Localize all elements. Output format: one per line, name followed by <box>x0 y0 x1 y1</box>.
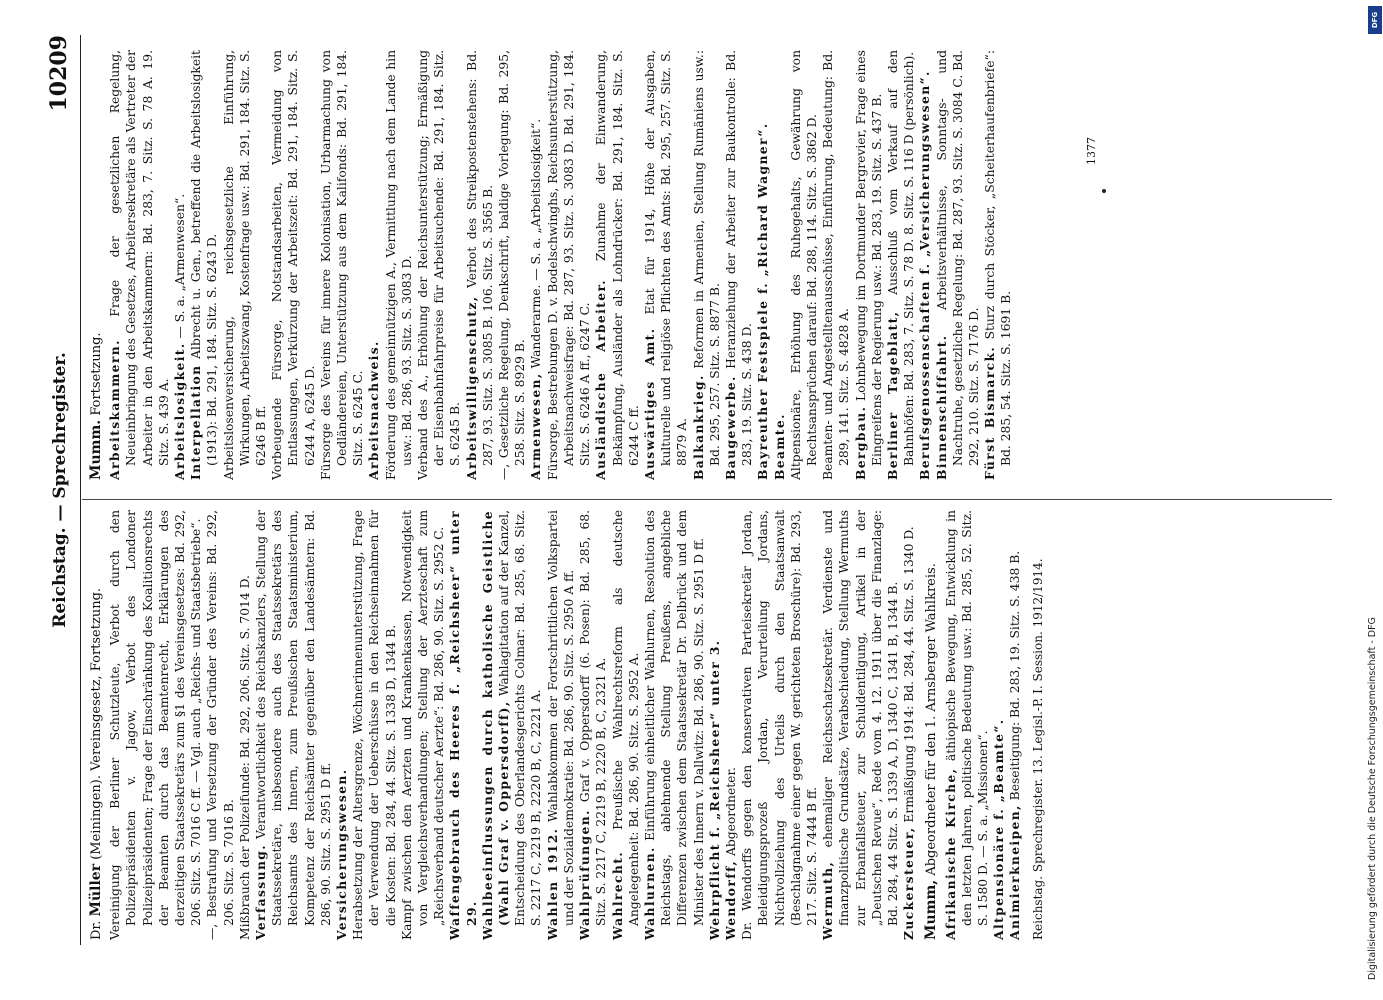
entry-keyword: Versicherungswesen. <box>334 768 350 940</box>
ink-dot <box>1102 189 1106 193</box>
heading-name: Müller <box>88 863 104 917</box>
register-entry <box>447 510 479 940</box>
register-entry <box>943 510 992 940</box>
register-entry <box>642 510 707 940</box>
left-entries <box>107 510 917 940</box>
mumm-heading: Mumm, Abgeordneter für den 1. Arnsberger Wahlkreis. <box>923 563 940 940</box>
register-entry <box>172 50 188 480</box>
entry-keyword: Ausländische Arbeiter. <box>593 279 609 480</box>
entry-text: Einführung einheitlicher Wahlurnen, Resolution des Reichstags, ablehnende Stellung Preußens, angebliche Differenzen zwischen dem Staatssekretär Dr. Delbrück und dem Minister des Innern v. Dallwitz: Bd. 286, 90. Sitz. S. 2951 D ff. <box>642 510 706 926</box>
register-entry <box>755 50 771 480</box>
register-entry <box>480 510 545 940</box>
entry-keyword: Wehrpflicht f. „Reichsheer“ unter 3. <box>706 639 722 940</box>
entry-text: Dr. Wendorffs gegen den konservativen Parteisekretär Jordan, Beleidigungsprozeß Jordan, Verurteilung Jordans, Nichtvollziehung des Urteils durch den Staatsanwalt (Beschlagnahme einer gegen W. gerichteten Broschüre): Bd. 293, 217. Sitz. S. 7444 B ff. <box>740 510 819 940</box>
entry-text: Graf v. Oppersdorff (6. Posen): Bd. 285, 68. Sitz. S. 2217 C, 2219 B, 2220 B, C, 2321 A. <box>578 510 609 926</box>
running-title: Reichstag. — Sprechregister. <box>50 352 70 628</box>
sheet-number: 1377 <box>1085 137 1098 165</box>
entry-keyword: Wahlbeeinflussungen durch katholische Geistliche (Wahl Graf v. Oppersdorff), <box>479 510 512 940</box>
register-entry <box>723 510 739 940</box>
entry-text: Wanderarme. — S. a. „Arbeitslosigkeit“. <box>529 118 544 369</box>
register-entry <box>496 50 528 480</box>
entry-text: Preußische Wahlrechtsreform als deutsche Angelegenheit: Bd. 286, 90. Sitz. S. 2952 A. <box>610 510 641 926</box>
entry-text: Lohnbewegung im Dortmunder Bergrevier, Frage eines Eingreifens der Regierung usw.: Bd. 283, 19. Sitz. S. 437 B. <box>853 50 884 466</box>
entry-text: Zunahme der Einwanderung, Bekämpfung, Ausländer als Lohndrücker: Bd. 291, 184. Sitz. S. 6244 C ff. <box>594 50 641 466</box>
entry-keyword: Arbeitslosigkeit. <box>172 342 188 480</box>
header-rule <box>80 35 81 945</box>
register-entry <box>723 50 755 480</box>
entry-text: Herabsetzung der Altersgrenze, Wöchnerinnenunterstützung, Frage der Verwendung der Ueberschüsse in den Reichseinnahmen für die Kosten: Bd. 284, 44. Sitz. S. 1338 D, 1344 B. <box>351 510 398 940</box>
left-column <box>88 510 1046 940</box>
right-column <box>88 50 1015 480</box>
mumm-entries <box>943 510 1024 940</box>
entry-text: Altpensionäre, Erhöhung des Ruhegehalts, Gewährung von Rechtsansprüchen darauf: Bd. 288, 114. Sitz. S. 3862 D. <box>788 50 819 480</box>
entry-keyword: Arbeitswilligenschutz, <box>463 295 479 480</box>
register-entry <box>350 510 399 940</box>
register-entry <box>982 50 1014 480</box>
register-entry <box>188 50 220 480</box>
entry-text: — S. a. „Armenwesen“. <box>173 193 188 339</box>
register-entry <box>739 510 820 940</box>
entry-keyword: Berliner Tageblatt, <box>884 310 900 480</box>
column-divider <box>82 499 1332 500</box>
entry-text: Etat für 1914, Höhe der Ausgaben, kulturelle und religiöse Pflichten des Amts: Bd. 295, 257. Sitz. S. 8879 A. <box>642 50 690 466</box>
entry-keyword: Interpellation <box>188 364 204 480</box>
entry-text: Fürsorge, Bestrebungen D. v. Bodelschwinghs, Reichsunterstützung, Arbeitsnachweisfrage: Bd. 287, 93. Sitz. S. 3083 D. Bd. 291, 184. Sitz. S. 6246 A ff., 6247 C. <box>545 50 593 480</box>
entry-keyword: Verfassung. <box>253 844 269 940</box>
entry-text: Förderung des gemeinnützigen A., Vermittlung nach dem Lande hin usw.: Bd. 286, 93. Sitz. S. 3083 D. <box>383 50 414 480</box>
register-entry <box>334 510 350 940</box>
entry-keyword: Berufsgenossenschaften f. „Versicherungswesen“. <box>917 70 933 480</box>
register-entry <box>204 510 236 940</box>
entry-text: Verbot des Streikpostenstehens: Bd. 287, 93. Sitz. S. 3085 B. 106. Sitz. S. 3565 B. <box>464 50 495 466</box>
entry-keyword: Baugewerbe. <box>722 375 738 480</box>
entry-text: Arbeitsverhältnisse, Sonntags- und Nachtruhe, gesetzliche Regelung: Bd. 287, 93. Sitz. S. 3084 C. Bd. 292, 210. Sitz. S. 7176 D. <box>934 50 981 466</box>
register-entry <box>366 50 382 480</box>
entry-keyword: Balkankrieg. <box>690 374 706 480</box>
entry-text: Beamten- und Angestelltenausschüsse, Einführung, Bedeutung: Bd. 289, 141. Sitz. S. 4828 A. <box>821 50 852 480</box>
entry-text: Beseitigung: Bd. 283, 19. Sitz. S. 438 B. <box>1008 550 1023 801</box>
entry-keyword: Wahlen 1912. <box>544 827 560 940</box>
register-entry <box>545 50 594 480</box>
entry-keyword: Beamte. <box>771 413 787 480</box>
register-entry <box>934 50 983 480</box>
register-entry <box>269 50 318 480</box>
register-entry <box>577 510 609 940</box>
entry-keyword: Bergbau. <box>852 405 868 480</box>
entry-text: Verband des A., Erhöhung der Reichsunterstützung; Ermäßigung der Eisenbahnfahrpreise für Arbeitsuchende: Bd. 291, 184. Sitz. S. 6245 B. <box>416 50 463 480</box>
digitization-credit: Digitalisierung gefördert durch die Deutsche Forschungsgemeinschaft - DFG <box>1367 617 1378 980</box>
register-entry <box>610 510 642 940</box>
register-entry <box>464 50 496 480</box>
entry-keyword: Arbeitsnachweis. <box>366 340 382 480</box>
entry-text: Mißbrauch der Polizeifunde: Bd. 292, 206. Sitz. S. 7014 D. <box>237 575 252 940</box>
register-entry <box>642 50 691 480</box>
entry-keyword: Armenwesen, <box>528 372 544 480</box>
page-number: 10209 <box>46 35 72 112</box>
entry-text: —, Gesetzliche Regelung, Denkschrift, baldige Vorlegung: Bd. 295, 258. Sitz. S. 8929 B. <box>497 50 528 480</box>
entry-keyword: Zuckersteuer, <box>901 826 917 940</box>
register-entry <box>221 50 270 480</box>
entry-keyword: Afrikanische Kirche, <box>942 767 958 940</box>
entry-keyword: Wermuth, <box>820 860 836 940</box>
entry-keyword: Auswärtiges Amt. <box>641 327 657 480</box>
dfg-logo-icon: DFG <box>1368 6 1382 34</box>
register-entry <box>107 50 172 480</box>
entry-keyword: Wahlprüfungen. <box>577 809 593 940</box>
entry-keyword: Wahlrecht. <box>609 850 625 940</box>
register-entry <box>545 510 577 940</box>
entry-text: Vorbeugende Fürsorge, Notstandsarbeiten, Vermeidung von Entlassungen, Verkürzung der Arbeitszeit: Bd. 291, 184. Sitz. S. 6244 A, 6245 D. <box>270 50 317 480</box>
register-entry <box>593 50 642 480</box>
entry-text: Heranziehung der Arbeiter zur Baukontrolle: Bd. 283, 19. Sitz. S. 438 D. <box>723 50 755 466</box>
entry-text: ehemaliger Reichsschatzsekretär. Verdienste und finanzpolitische Grundsätze, Verabschiedung, Stellung Wermuths zur Erbanfallsteuer, zur Schuldentilgung, Artikel in der „Deutschen Revue“, Rede vom 4. 12. 1911 über die Finanzlage: Bd. 284, 44 Sitz. S. 1339 A, D, 1340 C, 1341 B, 1344 B. <box>821 510 900 926</box>
register-entry <box>237 510 253 940</box>
entry-text: Vereinigung der Berliner Schutzleute, Verbot durch den Polizeipräsidenten v. Jagow, Verbot des Londoner Polizeipräsidenten; Frage der Einschränkung des Koalitionsrechts der Beamten durch das Beamtenrecht, Erklärungen des derzeitigen Staatssekretärs zum §1 des Vereinsgesetzes: Bd. 292, 206. Sitz. S. 7016 C ff. — Vgl. auch „Reichs- und Staatsbetriebe“. <box>108 510 204 940</box>
register-entry <box>383 50 415 480</box>
entry-text: Verantwortlichkeit des Reichskanzlers, Stellung der Staatssekretäre, insbesondere auch des Staatssekretärs des Reichsamts des Innern, zum Preußischen Staatsministerium, Kompetenz der Reichsämter gegenüber den Landesämtern: Bd. 286, 90. Sitz. S. 2951 D ff. <box>254 510 333 926</box>
entry-keyword: Binnenschiffahrt. <box>933 334 949 480</box>
register-entry <box>691 50 723 480</box>
register-entry <box>415 50 464 480</box>
entry-text: Reformen in Armenien, Stellung Rumäniens usw.: Bd. 295, 257. Sitz. S. 8877 B. <box>691 50 722 466</box>
register-entry <box>399 510 448 940</box>
register-entry <box>820 510 901 940</box>
register-entry <box>901 510 917 940</box>
register-entry <box>107 510 204 940</box>
entry-text: Wahlabkommen der Fortschrittlichen Volkspartei und der Sozialdemokratie: Bd. 286, 90. Sitz. S. 2950 A ff. <box>545 510 576 926</box>
entry-text: äthiopische Bewegung, Entwicklung in den letzten Jahren, politische Bedeutung usw.: Bd. 285, 52. Sitz. S. 1580 D. — S. a. „Missionen“. <box>943 510 990 926</box>
entry-text: Ermäßigung 1914: Bd. 284, 44. Sitz. S. 1340 D. <box>902 526 917 823</box>
page-header <box>46 35 80 945</box>
entry-text: Fürsorge des Vereins für innere Kolonisation, Urbarmachung von Oedländereien, Unterstützung aus dem Kalifonds: Bd. 291, 184. Sitz. S. 6245 C. <box>318 50 366 480</box>
page-footer: Reichstag. Sprechregister. 13. Legisl.-P. I. Session. 1912/1914. <box>1030 558 1045 940</box>
register-entry <box>853 50 885 480</box>
entry-keyword: Wendorff, <box>722 859 738 940</box>
register-entry <box>820 50 852 480</box>
register-entry <box>917 50 933 480</box>
register-entry <box>253 510 334 940</box>
left-column-heading: Dr. Müller (Meiningen). Vereinsgesetz, Fortsetzung. <box>88 587 104 940</box>
right-column-heading: Mumm. Fortsetzung. <box>88 332 104 480</box>
register-entry <box>772 50 788 480</box>
entry-keyword: Wahlurnen. <box>641 846 657 940</box>
entry-text: Abgeordneter. <box>723 767 738 857</box>
entry-keyword: Arbeitskammern. <box>107 339 123 480</box>
register-entry <box>991 510 1007 940</box>
heading-name: Mumm. <box>88 419 104 480</box>
entry-keyword: Altpensionäre f. „Beamte“. <box>991 718 1007 940</box>
entry-keyword: Bayreuther Festspiele f. „Richard Wagner“. <box>755 122 771 480</box>
register-entry <box>885 50 917 480</box>
entry-text: Frage der gesetzlichen Regelung, Neueinbringung des Gesetzes, Arbeitersekretäre als Vertreter der Arbeiter in den Arbeitskammern: Bd. 283, 7. Sitz. S. 78 A. 19. Sitz. S. 439 A. <box>108 50 171 466</box>
entry-text: Albrecht u. Gen., betreffend die Arbeitslosigkeit (1913): Bd. 291, 184. Sitz. S. 6243 D. <box>189 50 220 466</box>
right-entries <box>107 50 1014 480</box>
register-entry <box>318 50 367 480</box>
register-entry <box>788 50 820 480</box>
entry-text: Ausschluß vom Verkauf auf den Bahnhöfen: Bd. 283, 7. Sitz. S. 78 D. 8. Sitz. S. 116 D (persönlich). <box>885 50 917 466</box>
entry-text: Arbeitslosenversicherung, reichsgesetzliche Einführung, Wirkungen, Arbeitszwang, Kostenfrage usw.: Bd. 291, 184. Sitz. S. 6246 B ff. <box>221 50 269 480</box>
entry-text: —, Bestrafung und Versetzung der Gründer des Vereins: Bd. 292, 206. Sitz. S. 7016 B. <box>205 510 236 940</box>
register-entry <box>1007 510 1023 940</box>
entry-keyword: Fürst Bismarck. <box>982 345 998 480</box>
entry-keyword: Waffengebrauch des Heeres f. „Reichsheer“ unter 29. <box>447 510 479 940</box>
entry-text: Wahlagitation auf der Kanzel, Entscheidung des Oberlandesgerichts Colmar: Bd. 285, 68. Sitz. S. 2217 C, 2219 B, 2220 B, C, 2221 A. <box>497 510 544 926</box>
register-entry <box>707 510 723 940</box>
register-entry <box>528 50 544 480</box>
entry-text: Kampf zwischen den Aerzten und Krankenkassen, Notwendigkeit von Vergleichsverhandlungen; Stellung der Aerzteschaft zum „Reichsverband deutscher Aerzte“: Bd. 286, 90. Sitz. S. 2952 C. <box>399 510 447 940</box>
entry-keyword: Animierkneipen, <box>1007 804 1023 940</box>
entry-text: Sturz durch Stöcker, „Scheiterhaufenbriefe“: Bd. 285, 54. Sitz. S. 1691 B. <box>983 50 1014 466</box>
